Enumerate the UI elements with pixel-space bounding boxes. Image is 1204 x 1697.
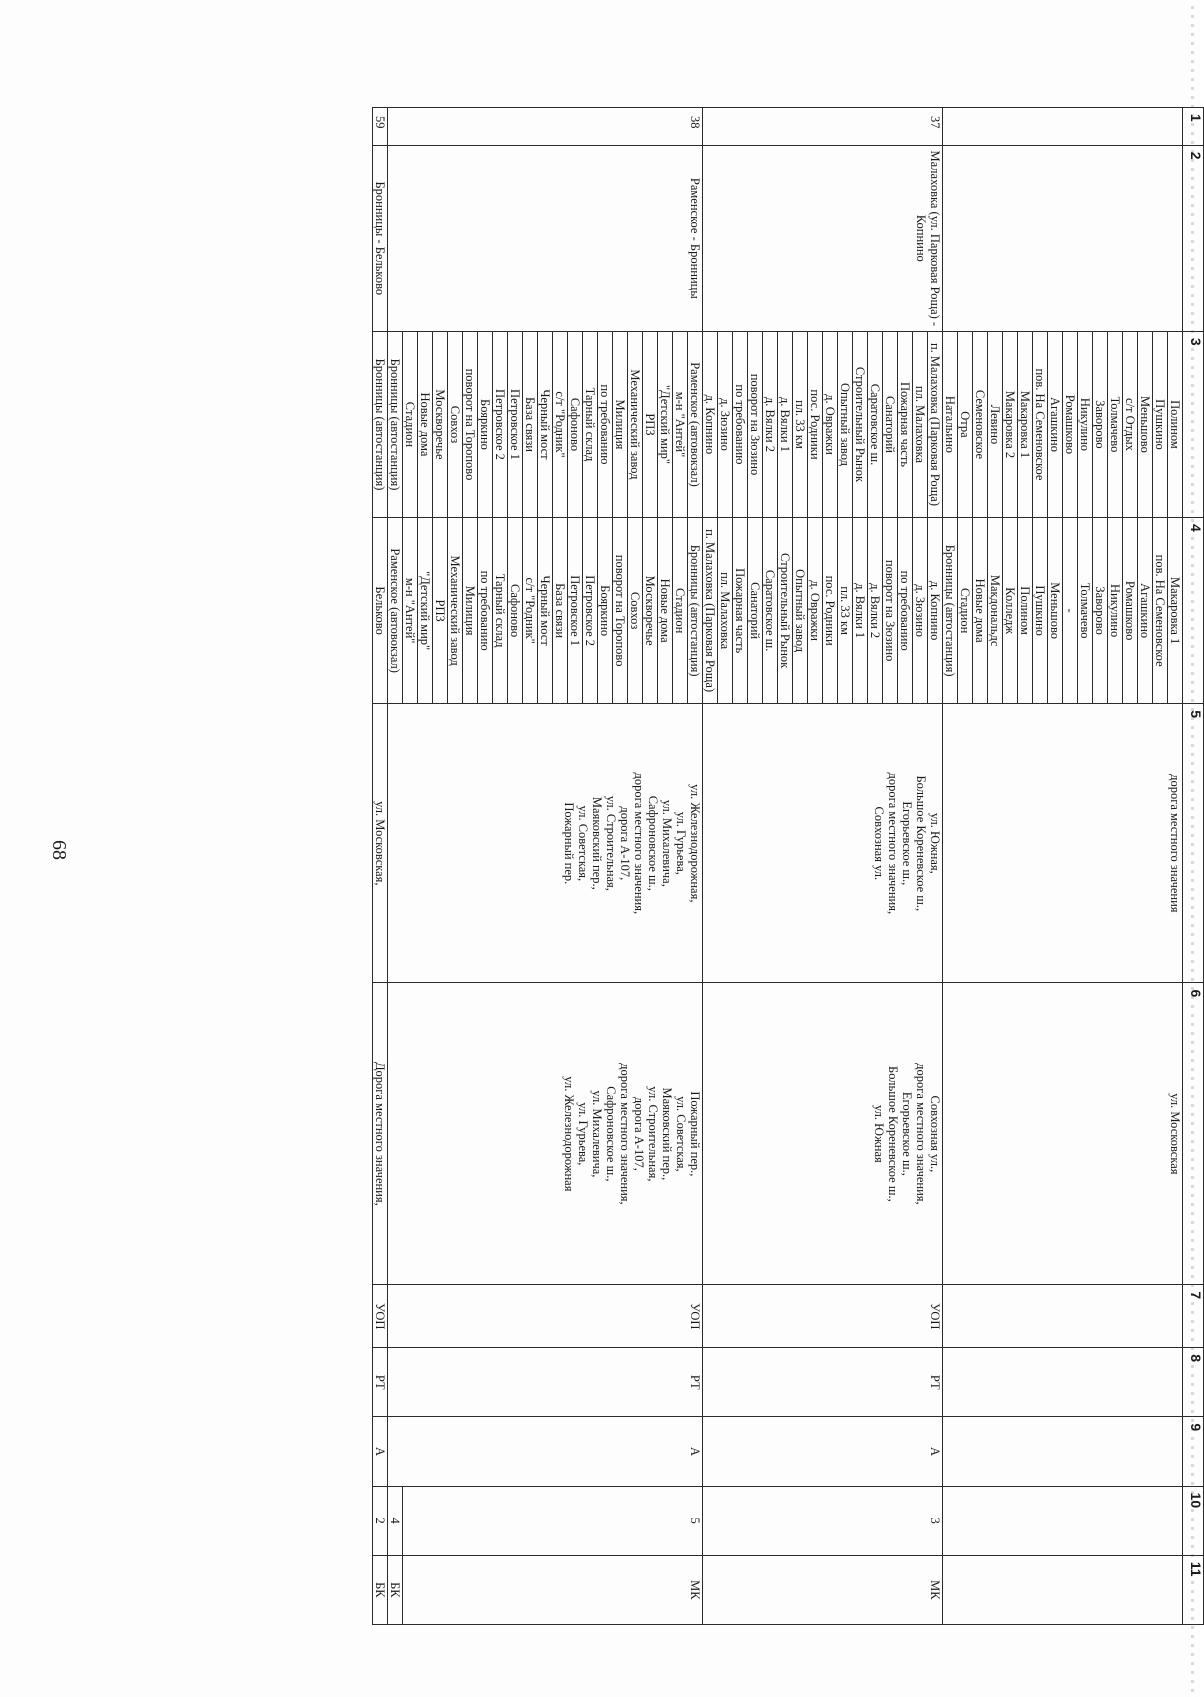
stop-backward: с/т "Родник" — [523, 518, 538, 704]
table-body — [373, 108, 1183, 1625]
stop-forward: Петровское 2 — [493, 331, 508, 517]
attr-cell-10 — [943, 1486, 1183, 1555]
street-line: Совхозная ул., — [928, 1095, 942, 1173]
route-type-cell: УОП — [388, 1285, 703, 1348]
street-line: Большое Кореневское ш., — [914, 775, 928, 912]
vehicle-class-cell: МК — [403, 1555, 703, 1624]
stop-forward: Стадион — [403, 331, 418, 517]
stop-forward: поворот на Торопово — [463, 331, 478, 517]
stop-forward: Толмачево — [1108, 331, 1123, 517]
attr-cell-9 — [943, 1417, 1183, 1486]
stop-backward: поворот на Зюзино — [883, 518, 898, 704]
stop-forward: Саратовское ш. — [868, 331, 883, 517]
stop-forward: д. Копнино — [703, 331, 718, 517]
stop-forward: Полином — [1168, 331, 1183, 517]
stop-forward: Пушкино — [1153, 331, 1168, 517]
route-number: 37 — [703, 108, 943, 146]
stop-backward: Меньшово — [1048, 518, 1063, 704]
stop-backward: поворот на Торопово — [613, 518, 628, 704]
street-line: Маяковский пер., — [590, 796, 604, 890]
stop-backward: Опытный завод — [793, 518, 808, 704]
stop-backward: РПЗ — [433, 518, 448, 704]
stop-forward: Меньшово — [1138, 331, 1153, 517]
stop-forward: по требованию — [733, 331, 748, 517]
stop-backward: - — [1063, 518, 1078, 704]
stop-backward: Петровское 2 — [583, 518, 598, 704]
street-line: Маяковский пер., — [660, 1087, 674, 1181]
vehicle-class-cell: МК — [703, 1555, 943, 1624]
streets-forward-cell — [703, 704, 943, 983]
stop-backward: Новые дома — [658, 518, 673, 704]
street-line: Пожарный пер. — [562, 802, 576, 885]
stop-backward: д. Овражки — [808, 518, 823, 704]
stop-backward: Макдональдс — [988, 518, 1003, 704]
stop-forward: Бояркино — [478, 331, 493, 517]
stop-backward: Совхоз — [628, 518, 643, 704]
route-type-cell: УОП — [373, 1285, 388, 1348]
stop-backward: "Детский мир" — [418, 518, 433, 704]
header-row — [1183, 108, 1204, 1625]
vehicle-class-cell: БК — [388, 1555, 403, 1624]
streets-backward-cell — [373, 983, 388, 1285]
col-header: 10 — [1183, 1486, 1204, 1555]
stop-backward: Колледж — [1003, 518, 1018, 704]
vehicle-count-cell: 3 — [703, 1486, 943, 1555]
stop-forward: д. Зюзино — [718, 331, 733, 517]
stop-forward: пл. 33 км — [793, 331, 808, 517]
stop-forward: Бронницы (автостанция) — [388, 331, 403, 517]
vehicle-count-cell: 4 — [388, 1486, 403, 1555]
col-header: 11 — [1183, 1555, 1204, 1624]
stop-backward: по требованию — [898, 518, 913, 704]
stop-backward: Механический завод — [448, 518, 463, 704]
stop-backward: Саратовское ш. — [763, 518, 778, 704]
stop-backward: Толмачево — [1078, 518, 1093, 704]
street-line: дорога местного значения, — [632, 772, 646, 915]
stop-forward: Семеновское — [973, 331, 988, 517]
stop-forward: с/т "Родник" — [553, 331, 568, 517]
rotated-table-wrapper — [171, 107, 1204, 1625]
route-name: Бронницы - Бельково — [373, 145, 388, 331]
stop-forward: д. Вялки 1 — [778, 331, 793, 517]
stop-backward: Санаторий — [748, 518, 763, 704]
stop-backward: д. Вялки 1 — [853, 518, 868, 704]
stop-forward: Черный мост — [538, 331, 553, 517]
stop-backward: Тарный склад — [493, 518, 508, 704]
stop-forward: Отра — [958, 331, 973, 517]
tariff-cell: РТ — [373, 1348, 388, 1417]
stop-backward: Бронницы (автостанция) — [943, 518, 958, 704]
stop-forward: Пожарная часть — [898, 331, 913, 517]
stop-forward: Москворечье — [433, 331, 448, 517]
col-header: 2 — [1183, 145, 1204, 331]
stop-backward: Полином — [1018, 518, 1033, 704]
stop-backward: База связи — [553, 518, 568, 704]
street-line: Егорьевское ш., — [900, 801, 914, 886]
street-line: дорога местного значения, — [886, 772, 900, 915]
stop-forward: с/т Отдых — [1123, 331, 1138, 517]
stop-backward: Сафоново — [508, 518, 523, 704]
stop-forward: п. Малаховка (Парковая Роща) — [928, 331, 943, 517]
tariff-cell: РТ — [703, 1348, 943, 1417]
routes-table — [372, 107, 1204, 1625]
route-name: Малаховка (ул. Парковая Роща) - Копнино — [703, 145, 943, 331]
streets-backward-cell — [388, 983, 703, 1285]
street-line: ул. Южная, — [928, 812, 942, 874]
street-line: дорога местного значения, — [618, 1063, 632, 1205]
stop-backward: Пушкино — [1033, 518, 1048, 704]
stop-backward: Новые дома — [973, 518, 988, 704]
stop-backward: пл. Малаховка — [718, 518, 733, 704]
stop-forward: Милиция — [613, 331, 628, 517]
street-line: ул. Московская — [1168, 1093, 1182, 1175]
table-row — [688, 108, 703, 1625]
stop-backward: по требованию — [478, 518, 493, 704]
route-name-cell — [943, 145, 1183, 331]
route-number: 59 — [373, 108, 388, 146]
stop-forward: Никулино — [1078, 331, 1093, 517]
streets-forward-cell — [943, 704, 1183, 983]
attr-cell-11 — [943, 1555, 1183, 1624]
stop-forward: Натальино — [943, 331, 958, 517]
stop-forward: Тарный склад — [583, 331, 598, 517]
street-line: Пожарный пер., — [688, 1091, 702, 1177]
stop-forward: "Детский мир" — [658, 331, 673, 517]
street-line: ул. Советская, — [576, 805, 590, 882]
street-line: дорога местного значения — [1168, 774, 1182, 913]
street-line: дорога А-107, — [618, 806, 632, 881]
stop-backward: Никулино — [1108, 518, 1123, 704]
street-line: ул. Михалевича, — [590, 1090, 604, 1178]
stop-forward: Агашкино — [1048, 331, 1063, 517]
vehicle-type-cell: А — [388, 1417, 703, 1486]
street-line: ул. Южная — [872, 1104, 886, 1163]
stop-backward: Милиция — [463, 518, 478, 704]
stop-backward: Петровское 1 — [568, 518, 583, 704]
table-row — [1168, 108, 1183, 1625]
col-header: 3 — [1183, 331, 1204, 517]
streets-backward-cell — [703, 983, 943, 1285]
stop-forward: Совхоз — [448, 331, 463, 517]
stop-backward: Черный мост — [538, 518, 553, 704]
street-line: ул. Железнодорожная, — [688, 784, 702, 903]
tariff-cell: РТ — [388, 1348, 703, 1417]
stop-backward: пос. Родники — [823, 518, 838, 704]
col-header: 5 — [1183, 704, 1204, 983]
col-header: 4 — [1183, 518, 1204, 704]
stop-forward: Заворово — [1093, 331, 1108, 517]
attr-cell-7 — [943, 1285, 1183, 1348]
col-header: 1 — [1183, 108, 1204, 146]
stop-backward: Агашкино — [1138, 518, 1153, 704]
stop-forward: м-н "Антей" — [673, 331, 688, 517]
street-line: ул. Железнодорожная — [562, 1076, 576, 1192]
street-line: ул. Советская, — [674, 1096, 688, 1172]
street-line: ул. Строительная, — [646, 1086, 660, 1182]
stop-backward: Бояркино — [598, 518, 613, 704]
stop-backward: Заворово — [1093, 518, 1108, 704]
stop-backward: Ромашково — [1123, 518, 1138, 704]
streets-backward-cell — [943, 983, 1183, 1285]
stop-forward: пов. На Семеновское — [1033, 331, 1048, 517]
stop-forward: Левино — [988, 331, 1003, 517]
stop-forward: Новые дома — [418, 331, 433, 517]
col-header: 8 — [1183, 1348, 1204, 1417]
stop-backward: Пожарная часть — [733, 518, 748, 704]
street-line: Совхозная ул. — [872, 806, 886, 881]
street-line: Большое Кореневское ш., — [886, 1066, 900, 1202]
table-row — [373, 108, 388, 1625]
col-header: 6 — [1183, 983, 1204, 1285]
col-header: 7 — [1183, 1285, 1204, 1348]
stop-backward: Стадион — [958, 518, 973, 704]
route-number: 38 — [388, 108, 703, 146]
vehicle-count-cell: 5 — [403, 1486, 703, 1555]
stop-backward: пл. 33 км — [838, 518, 853, 704]
stop-forward: Макаровка 1 — [1018, 331, 1033, 517]
street-line: Сафроновское ш., — [646, 795, 660, 891]
stop-forward: поворот на Зюзино — [748, 331, 763, 517]
stop-forward: РПЗ — [643, 331, 658, 517]
stop-forward: Строительный Рынок — [853, 331, 868, 517]
streets-forward-cell — [373, 704, 388, 983]
street-line: дорога местного значения, — [914, 1063, 928, 1205]
stop-backward: Макаровка 1 — [1168, 518, 1183, 704]
stop-backward: Бронницы (автостанция) — [688, 518, 703, 704]
stop-forward: д. Вялки 2 — [763, 331, 778, 517]
route-name: Раменское - Бронницы — [388, 145, 703, 331]
route-type-cell: УОП — [703, 1285, 943, 1348]
street-line: Егорьевское ш., — [900, 1091, 914, 1176]
stop-backward: Строительный Рынок — [778, 518, 793, 704]
stop-forward: Петровское 1 — [508, 331, 523, 517]
stop-forward: Раменское (автовокзал) — [688, 331, 703, 517]
stop-forward: по требованию — [598, 331, 613, 517]
route-number-cell — [943, 108, 1183, 146]
stop-backward: м-н "Антей" — [403, 518, 418, 704]
street-line: Сафроновское ш., — [604, 1086, 618, 1182]
street-line: ул. Строительная, — [604, 795, 618, 891]
stop-forward: Ромашково — [1063, 331, 1078, 517]
vehicle-type-cell: А — [373, 1417, 388, 1486]
stop-backward: п. Малаховка (Парковая Роща) — [703, 518, 718, 704]
stop-forward: Механический завод — [628, 331, 643, 517]
street-line: Дорога местного значения, — [373, 1062, 387, 1206]
street-line: ул. Московская, — [373, 801, 387, 886]
stop-backward: Бельково — [373, 518, 388, 704]
stop-backward: Раменское (автовокзал) — [388, 518, 403, 704]
col-header: 9 — [1183, 1417, 1204, 1486]
stop-forward: База связи — [523, 331, 538, 517]
page-number: 68 — [48, 840, 70, 860]
stop-backward: Стадион — [673, 518, 688, 704]
stop-forward: Опытный завод — [838, 331, 853, 517]
stop-forward: Санаторий — [883, 331, 898, 517]
stop-forward: пл. Малаховка — [913, 331, 928, 517]
stop-backward: д. Вялки 2 — [868, 518, 883, 704]
stop-backward: д. Зюзино — [913, 518, 928, 704]
stop-backward: пов. На Семеновское — [1153, 518, 1168, 704]
street-line: ул. Гурьева, — [576, 1102, 590, 1166]
stop-backward: д. Копнино — [928, 518, 943, 704]
stop-forward: д. Овражки — [823, 331, 838, 517]
stop-forward: Сафоново — [568, 331, 583, 517]
street-line: дорога А-107, — [632, 1096, 646, 1171]
street-line: ул. Гурьева, — [674, 811, 688, 875]
stop-backward: Москворечье — [643, 518, 658, 704]
stop-forward: Макаровка 2 — [1003, 331, 1018, 517]
street-line: ул. Михалевича, — [660, 799, 674, 887]
vehicle-count-cell: 2 — [373, 1486, 388, 1555]
vehicle-type-cell: А — [703, 1417, 943, 1486]
stop-forward: пос. Родники — [808, 331, 823, 517]
streets-forward-cell — [388, 704, 703, 983]
vehicle-class-cell: БК — [373, 1555, 388, 1624]
stop-forward: Бронницы (автостанция) — [373, 331, 388, 517]
attr-cell-8 — [943, 1348, 1183, 1417]
table-row — [928, 108, 943, 1625]
